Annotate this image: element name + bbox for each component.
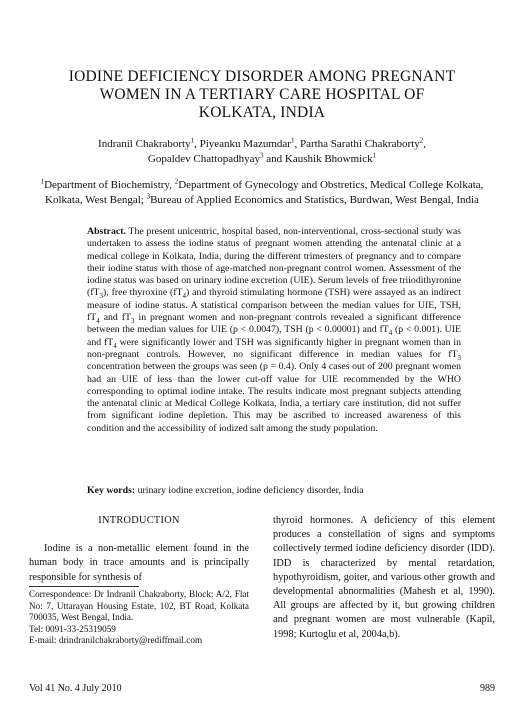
affil-mark: 2 [174,177,179,186]
correspondence-phone: Tel: 0091-33-25319059 [29,623,116,634]
affil-text: Department of Biochemistry, [44,179,175,191]
section-heading: INTRODUCTION [98,515,180,526]
abstract-text: and fT [99,312,132,324]
author-affil-mark: 1 [290,136,295,145]
subscript: 4 [96,317,100,326]
author-affil-mark: 3 [260,151,264,160]
author-name: Gopaldev Chattopadhyay [147,153,261,165]
author-name: Piyeanku Mazumdar [199,138,291,150]
left-column [29,514,249,585]
author-affil-mark: 1 [190,136,195,145]
right-column [273,514,495,642]
author-affil-mark: 1 [372,151,377,160]
author-affil-mark: 2 [419,136,424,145]
abstract-text: The present unicentric, hospital based, non-interventional, cross-sectional study was undertaken to assess the iodine status of pregnant women attending the antenatal clinic at a medical college in Kolkata, India, during the different trimesters of pregnancy and to compare their iodine status with those of age-matched non-pregnant control women. Assessment of the iodine status was based on urinary iodine excretion (UIE). Serum levels of free triiodithyronine (fT [87,226,461,299]
title-line-1: IODINE DEFICIENCY DISORDER AMONG PREGNANT [68,68,456,85]
correspondence-note [29,589,249,647]
abstract-text: ), free thyroxine (fT [103,287,183,299]
subscript: 4 [388,329,393,338]
intro-continuation: thyroid hormones. A deficiency of this element produces a constellation of signs and symptoms collectively termed iodine deficiency disorder (IDD). IDD is characterized by mental retardation, hypothyroidism, goiter, and various other growth and developmental abnormalities (Mahesh et al, 1990). All groups are affected by it, but growing children and pregnant women are most vulnerable (Kapil, 1998; Kurtoglu et al, 2004a,b). [273,515,495,640]
keywords [87,485,461,497]
author-name: Partha Sarathi Chakraborty [299,138,420,150]
subscript: 3 [131,317,135,326]
abstract-text: concentration between the groups was seen (p = 0.4). Only 4 cases out of 200 pregnant women had an UIE of less than the lower cut-off value for UIE recommended by the WHO corresponding to optimal iodine intake. The results indicate most pregnant subjects attending the antenatal clinic at Medical College Kolkata, India, a tertiary care institution, did not suffer from significant iodine depletion. This may be ascribed to increased awareness of this condition and the accessibility of iodized salt among the study population. [87,361,461,434]
correspondence-email: E-mail: drindranilchakraborty@rediffmail.com [29,635,203,646]
author-name: Kaushik Bhowmick [284,153,373,165]
affil-text: Bureau of Applied Economics and Statistics, Burdwan, West Bengal, India [150,194,479,206]
page-number: 989 [480,683,495,694]
title-line-3: KOLKATA, INDIA [198,104,326,121]
author-list: Indranil Chakraborty$^1$, Piyeanku Mazumdar$^1$, Partha Sarathi Chakraborty$^2$, Gopaldev Chattopadhyay$^3$ and Kaushik Bhowmick$^1$ [98,136,426,165]
abstract-text: were significantly lower and TSH was significantly higher in pregnant women than in non-pregnant controls. However, no significant difference in median values for fT [87,336,462,360]
author-name: Indranil Chakraborty [98,138,191,150]
keywords-label: Key words: [87,485,136,496]
title-line-2: WOMEN IN A TERTIARY CARE HOSPITAL OF [99,86,425,103]
correspondence-address: Correspondence: Dr Indranil Chakraborty, Block: A/2, Flat No: 7, Uttarayan Housing Estate, 102, BT Road, Kolkata 700035, West Bengal, India. [29,589,249,623]
abstract [87,226,461,435]
affil-mark: 3 [146,192,151,201]
footer-volume-info: Vol 41 No. 4 July 2010 [29,683,122,694]
subscript: 3 [457,353,461,362]
abstract-text: in pregnant women and non-pregnant controls revealed a significant difference between the median values for UIE (p < 0.0047), TSH (p < 0.00001) and fT [87,312,461,336]
subscript: 4 [113,341,117,350]
affil-text: Department of Gynecology and Obstretics, Medical College Kolkata, Kolkata, West Bengal; [45,179,484,206]
affil-mark: 1 [40,177,45,186]
subscript: 3 [99,292,104,301]
footnote-divider [29,586,139,587]
abstract-text: ) and thyroid stimulating hormone (TSH) were assayed as an indirect measure of iodine status. A statistical comparison between the median values for UIE, TSH, fT [87,287,461,324]
subscript: 4 [182,292,187,301]
abstract-label: Abstract. [87,226,126,237]
intro-paragraph: Iodine is a non-metallic element found in the human body in trace amounts and is principally responsible for synthesis of [29,543,249,583]
keywords-text: urinary iodine excretion, iodine deficiency disorder, India [135,485,364,496]
article-title [40,68,484,122]
abstract-text: (p < 0.001). UIE and fT [87,324,462,348]
affiliations [36,178,488,208]
